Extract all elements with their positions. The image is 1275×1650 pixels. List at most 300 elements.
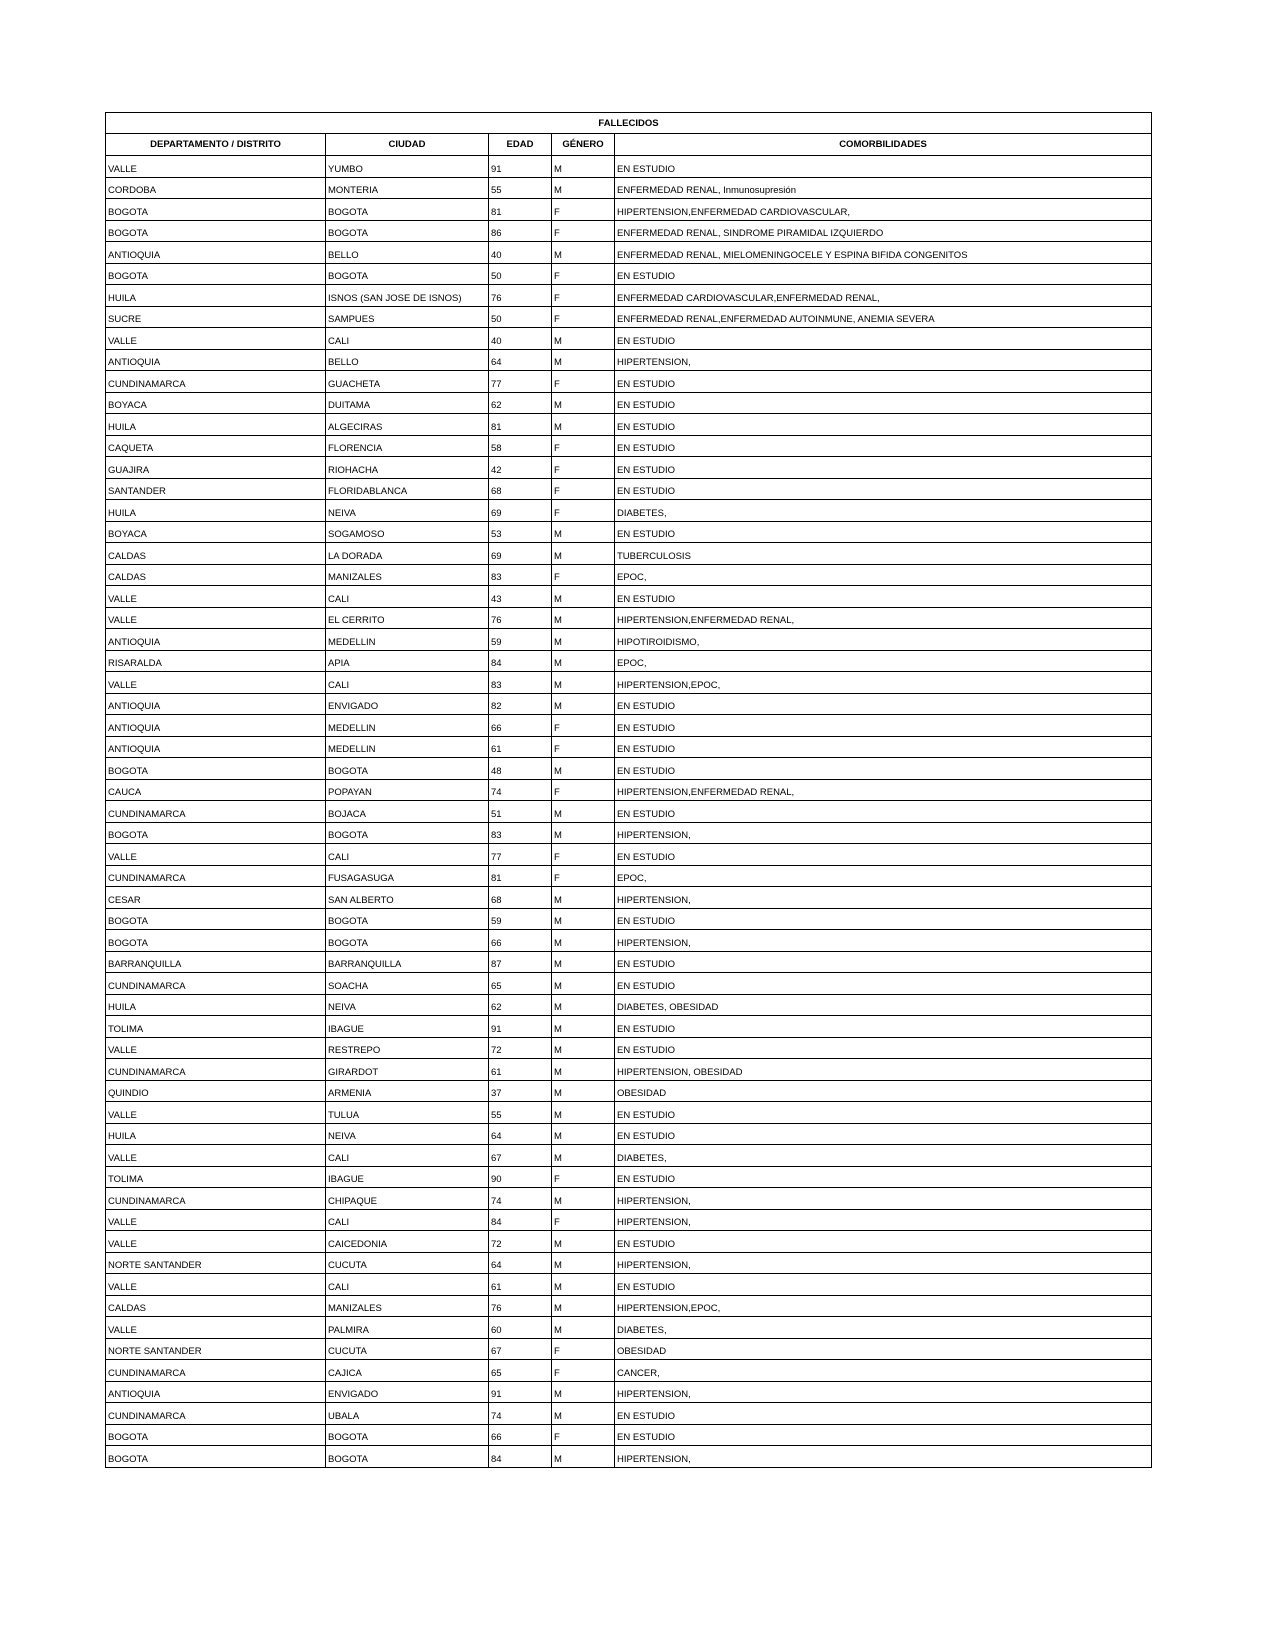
cell-comorbilidades: EN ESTUDIO	[615, 371, 1152, 393]
cell-departamento: SANTANDER	[106, 478, 326, 500]
cell-edad: 76	[489, 607, 552, 629]
table-row	[106, 1123, 1152, 1145]
cell-comorbilidades: EN ESTUDIO	[615, 586, 1152, 608]
table-row	[106, 1252, 1152, 1274]
table-row	[106, 199, 1152, 221]
cell-genero: F	[552, 478, 615, 500]
cell-edad: 86	[489, 220, 552, 242]
cell-departamento: CUNDINAMARCA	[106, 371, 326, 393]
cell-comorbilidades: EN ESTUDIO	[615, 1123, 1152, 1145]
table-row	[106, 1080, 1152, 1102]
cell-departamento: CUNDINAMARCA	[106, 801, 326, 823]
cell-edad: 81	[489, 865, 552, 887]
cell-ciudad: SAN ALBERTO	[326, 887, 489, 909]
table-row	[106, 564, 1152, 586]
table-row	[106, 650, 1152, 672]
cell-comorbilidades: HIPERTENSION,EPOC,	[615, 1295, 1152, 1317]
table-row	[106, 478, 1152, 500]
cell-genero: M	[552, 1274, 615, 1296]
cell-departamento: CALDAS	[106, 564, 326, 586]
table-row	[106, 1317, 1152, 1339]
cell-ciudad: BOGOTA	[326, 1424, 489, 1446]
cell-ciudad: CALI	[326, 672, 489, 694]
cell-ciudad: NEIVA	[326, 994, 489, 1016]
cell-edad: 60	[489, 1317, 552, 1339]
cell-edad: 43	[489, 586, 552, 608]
cell-edad: 59	[489, 629, 552, 651]
cell-ciudad: CALI	[326, 1209, 489, 1231]
cell-edad: 84	[489, 650, 552, 672]
cell-departamento: CUNDINAMARCA	[106, 1059, 326, 1081]
table-row	[106, 1188, 1152, 1210]
cell-comorbilidades: HIPERTENSION,	[615, 1188, 1152, 1210]
cell-comorbilidades: EN ESTUDIO	[615, 328, 1152, 350]
table-row	[106, 306, 1152, 328]
cell-departamento: ANTIOQUIA	[106, 693, 326, 715]
cell-genero: M	[552, 1317, 615, 1339]
cell-ciudad: LA DORADA	[326, 543, 489, 565]
cell-ciudad: BOJACA	[326, 801, 489, 823]
cell-ciudad: FLORIDABLANCA	[326, 478, 489, 500]
cell-comorbilidades: EN ESTUDIO	[615, 156, 1152, 178]
cell-genero: F	[552, 865, 615, 887]
cell-ciudad: BOGOTA	[326, 263, 489, 285]
cell-edad: 66	[489, 715, 552, 737]
cell-departamento: CAQUETA	[106, 435, 326, 457]
cell-ciudad: EL CERRITO	[326, 607, 489, 629]
cell-comorbilidades: EN ESTUDIO	[615, 521, 1152, 543]
cell-departamento: HUILA	[106, 414, 326, 436]
cell-departamento: ANTIOQUIA	[106, 349, 326, 371]
cell-edad: 84	[489, 1446, 552, 1468]
cell-genero: F	[552, 736, 615, 758]
cell-genero: M	[552, 607, 615, 629]
cell-departamento: BOGOTA	[106, 1446, 326, 1468]
table-row	[106, 1403, 1152, 1425]
cell-comorbilidades: EN ESTUDIO	[615, 1231, 1152, 1253]
cell-genero: M	[552, 1381, 615, 1403]
cell-genero: M	[552, 1037, 615, 1059]
cell-genero: M	[552, 951, 615, 973]
cell-ciudad: IBAGUE	[326, 1166, 489, 1188]
cell-departamento: CESAR	[106, 887, 326, 909]
cell-departamento: NORTE SANTANDER	[106, 1338, 326, 1360]
cell-ciudad: UBALA	[326, 1403, 489, 1425]
cell-ciudad: MEDELLIN	[326, 629, 489, 651]
cell-comorbilidades: HIPERTENSION,	[615, 887, 1152, 909]
cell-edad: 65	[489, 1360, 552, 1382]
cell-edad: 69	[489, 500, 552, 522]
cell-departamento: VALLE	[106, 1037, 326, 1059]
table-row	[106, 887, 1152, 909]
cell-departamento: TOLIMA	[106, 1166, 326, 1188]
cell-genero: M	[552, 242, 615, 264]
table-row	[106, 1166, 1152, 1188]
cell-comorbilidades: EN ESTUDIO	[615, 693, 1152, 715]
cell-ciudad: MONTERIA	[326, 177, 489, 199]
table-row	[106, 1274, 1152, 1296]
column-header-genero: GÉNERO	[552, 134, 615, 156]
cell-comorbilidades: EN ESTUDIO	[615, 1403, 1152, 1425]
cell-edad: 76	[489, 1295, 552, 1317]
cell-ciudad: BOGOTA	[326, 220, 489, 242]
cell-ciudad: POPAYAN	[326, 779, 489, 801]
cell-genero: M	[552, 1252, 615, 1274]
cell-comorbilidades: HIPERTENSION,	[615, 822, 1152, 844]
table-row	[106, 1295, 1152, 1317]
cell-departamento: VALLE	[106, 1102, 326, 1124]
cell-departamento: BOGOTA	[106, 220, 326, 242]
cell-genero: M	[552, 1446, 615, 1468]
cell-departamento: CUNDINAMARCA	[106, 973, 326, 995]
cell-genero: M	[552, 156, 615, 178]
cell-edad: 64	[489, 1252, 552, 1274]
cell-genero: M	[552, 994, 615, 1016]
cell-departamento: VALLE	[106, 607, 326, 629]
cell-genero: M	[552, 543, 615, 565]
cell-edad: 48	[489, 758, 552, 780]
cell-departamento: CUNDINAMARCA	[106, 1188, 326, 1210]
table-row	[106, 1360, 1152, 1382]
table-row	[106, 779, 1152, 801]
cell-departamento: VALLE	[106, 156, 326, 178]
cell-comorbilidades: EN ESTUDIO	[615, 801, 1152, 823]
cell-edad: 61	[489, 736, 552, 758]
cell-genero: F	[552, 263, 615, 285]
cell-genero: M	[552, 349, 615, 371]
cell-departamento: HUILA	[106, 285, 326, 307]
cell-comorbilidades: HIPERTENSION,ENFERMEDAD RENAL,	[615, 779, 1152, 801]
cell-edad: 76	[489, 285, 552, 307]
cell-genero: F	[552, 306, 615, 328]
cell-genero: M	[552, 822, 615, 844]
cell-comorbilidades: HIPERTENSION,ENFERMEDAD RENAL,	[615, 607, 1152, 629]
cell-genero: F	[552, 457, 615, 479]
cell-departamento: CUNDINAMARCA	[106, 1360, 326, 1382]
cell-genero: M	[552, 1102, 615, 1124]
cell-departamento: BARRANQUILLA	[106, 951, 326, 973]
cell-departamento: CAUCA	[106, 779, 326, 801]
cell-ciudad: BELLO	[326, 242, 489, 264]
cell-edad: 91	[489, 1381, 552, 1403]
column-header-comorbilidades: COMORBILIDADES	[615, 134, 1152, 156]
cell-ciudad: CALI	[326, 1274, 489, 1296]
cell-comorbilidades: ENFERMEDAD CARDIOVASCULAR,ENFERMEDAD RENAL,	[615, 285, 1152, 307]
cell-edad: 42	[489, 457, 552, 479]
cell-genero: M	[552, 177, 615, 199]
cell-ciudad: ENVIGADO	[326, 693, 489, 715]
cell-edad: 64	[489, 349, 552, 371]
cell-ciudad: TULUA	[326, 1102, 489, 1124]
cell-departamento: VALLE	[106, 672, 326, 694]
cell-departamento: HUILA	[106, 500, 326, 522]
cell-departamento: BOYACA	[106, 392, 326, 414]
cell-ciudad: CHIPAQUE	[326, 1188, 489, 1210]
cell-comorbilidades: DIABETES,	[615, 1145, 1152, 1167]
table-row	[106, 1338, 1152, 1360]
cell-comorbilidades: HIPERTENSION, OBESIDAD	[615, 1059, 1152, 1081]
cell-genero: F	[552, 1166, 615, 1188]
cell-comorbilidades: EN ESTUDIO	[615, 414, 1152, 436]
cell-edad: 50	[489, 306, 552, 328]
cell-edad: 62	[489, 994, 552, 1016]
cell-genero: F	[552, 285, 615, 307]
cell-departamento: BOGOTA	[106, 908, 326, 930]
cell-comorbilidades: EPOC,	[615, 865, 1152, 887]
table-row	[106, 1102, 1152, 1124]
table-body	[106, 156, 1152, 1468]
table-row	[106, 1037, 1152, 1059]
cell-departamento: VALLE	[106, 1274, 326, 1296]
cell-departamento: TOLIMA	[106, 1016, 326, 1038]
cell-comorbilidades: HIPERTENSION,ENFERMEDAD CARDIOVASCULAR,	[615, 199, 1152, 221]
cell-comorbilidades: TUBERCULOSIS	[615, 543, 1152, 565]
cell-genero: M	[552, 1059, 615, 1081]
cell-departamento: ANTIOQUIA	[106, 629, 326, 651]
table-row	[106, 457, 1152, 479]
cell-genero: M	[552, 586, 615, 608]
table-row	[106, 908, 1152, 930]
cell-comorbilidades: EN ESTUDIO	[615, 1016, 1152, 1038]
cell-edad: 90	[489, 1166, 552, 1188]
cell-departamento: BOGOTA	[106, 263, 326, 285]
cell-departamento: VALLE	[106, 1209, 326, 1231]
cell-genero: F	[552, 1209, 615, 1231]
cell-ciudad: CALI	[326, 586, 489, 608]
cell-genero: F	[552, 1424, 615, 1446]
cell-genero: M	[552, 629, 615, 651]
column-header-ciudad: CIUDAD	[326, 134, 489, 156]
table-row	[106, 263, 1152, 285]
cell-edad: 91	[489, 1016, 552, 1038]
cell-departamento: SUCRE	[106, 306, 326, 328]
cell-comorbilidades: EN ESTUDIO	[615, 758, 1152, 780]
cell-edad: 77	[489, 371, 552, 393]
cell-genero: M	[552, 1295, 615, 1317]
cell-departamento: HUILA	[106, 994, 326, 1016]
cell-departamento: VALLE	[106, 1145, 326, 1167]
cell-comorbilidades: HIPERTENSION,EPOC,	[615, 672, 1152, 694]
cell-edad: 68	[489, 887, 552, 909]
cell-ciudad: CAJICA	[326, 1360, 489, 1382]
table-row	[106, 1231, 1152, 1253]
cell-comorbilidades: HIPERTENSION,	[615, 1381, 1152, 1403]
cell-edad: 53	[489, 521, 552, 543]
cell-comorbilidades: HIPERTENSION,	[615, 349, 1152, 371]
table-row	[106, 693, 1152, 715]
table-row	[106, 629, 1152, 651]
cell-departamento: NORTE SANTANDER	[106, 1252, 326, 1274]
cell-ciudad: BELLO	[326, 349, 489, 371]
cell-genero: F	[552, 199, 615, 221]
cell-genero: M	[552, 1145, 615, 1167]
cell-ciudad: ALGECIRAS	[326, 414, 489, 436]
header-row	[106, 134, 1152, 156]
table-row	[106, 1424, 1152, 1446]
cell-ciudad: BOGOTA	[326, 930, 489, 952]
cell-departamento: CALDAS	[106, 543, 326, 565]
cell-edad: 81	[489, 199, 552, 221]
cell-ciudad: FLORENCIA	[326, 435, 489, 457]
cell-edad: 74	[489, 1188, 552, 1210]
cell-comorbilidades: EN ESTUDIO	[615, 435, 1152, 457]
cell-edad: 61	[489, 1274, 552, 1296]
table-row	[106, 500, 1152, 522]
cell-ciudad: SAMPUES	[326, 306, 489, 328]
cell-comorbilidades: EN ESTUDIO	[615, 1166, 1152, 1188]
cell-comorbilidades: ENFERMEDAD RENAL, MIELOMENINGOCELE Y ESPINA BIFIDA CONGENITOS	[615, 242, 1152, 264]
table-row	[106, 242, 1152, 264]
cell-comorbilidades: HIPERTENSION,	[615, 1446, 1152, 1468]
cell-ciudad: APIA	[326, 650, 489, 672]
cell-ciudad: RESTREPO	[326, 1037, 489, 1059]
cell-ciudad: MEDELLIN	[326, 715, 489, 737]
cell-comorbilidades: EN ESTUDIO	[615, 973, 1152, 995]
cell-departamento: VALLE	[106, 328, 326, 350]
cell-comorbilidades: EN ESTUDIO	[615, 715, 1152, 737]
cell-comorbilidades: HIPERTENSION,	[615, 930, 1152, 952]
cell-comorbilidades: EN ESTUDIO	[615, 478, 1152, 500]
cell-comorbilidades: EN ESTUDIO	[615, 908, 1152, 930]
cell-ciudad: MANIZALES	[326, 1295, 489, 1317]
cell-comorbilidades: OBESIDAD	[615, 1080, 1152, 1102]
table-row	[106, 156, 1152, 178]
cell-ciudad: CAICEDONIA	[326, 1231, 489, 1253]
cell-edad: 84	[489, 1209, 552, 1231]
cell-genero: F	[552, 564, 615, 586]
table-row	[106, 392, 1152, 414]
cell-genero: F	[552, 435, 615, 457]
cell-edad: 40	[489, 328, 552, 350]
table-row	[106, 586, 1152, 608]
table-row	[106, 844, 1152, 866]
cell-ciudad: ARMENIA	[326, 1080, 489, 1102]
cell-ciudad: SOACHA	[326, 973, 489, 995]
cell-genero: M	[552, 908, 615, 930]
cell-comorbilidades: DIABETES,	[615, 1317, 1152, 1339]
cell-comorbilidades: HIPERTENSION,	[615, 1209, 1152, 1231]
column-header-departamento: DEPARTAMENTO / DISTRITO	[106, 134, 326, 156]
cell-comorbilidades: CANCER,	[615, 1360, 1152, 1382]
cell-genero: M	[552, 801, 615, 823]
cell-comorbilidades: ENFERMEDAD RENAL, Inmunosupresión	[615, 177, 1152, 199]
cell-comorbilidades: EN ESTUDIO	[615, 457, 1152, 479]
cell-departamento: QUINDIO	[106, 1080, 326, 1102]
table-row	[106, 521, 1152, 543]
cell-ciudad: BARRANQUILLA	[326, 951, 489, 973]
cell-departamento: VALLE	[106, 1231, 326, 1253]
cell-edad: 65	[489, 973, 552, 995]
cell-ciudad: CALI	[326, 844, 489, 866]
cell-ciudad: YUMBO	[326, 156, 489, 178]
table-row	[106, 220, 1152, 242]
table-row	[106, 414, 1152, 436]
table-row	[106, 177, 1152, 199]
cell-departamento: BOGOTA	[106, 199, 326, 221]
cell-edad: 72	[489, 1231, 552, 1253]
cell-departamento: BOGOTA	[106, 758, 326, 780]
cell-edad: 67	[489, 1338, 552, 1360]
cell-genero: M	[552, 672, 615, 694]
cell-comorbilidades: EN ESTUDIO	[615, 951, 1152, 973]
table-row	[106, 715, 1152, 737]
cell-edad: 40	[489, 242, 552, 264]
cell-ciudad: MANIZALES	[326, 564, 489, 586]
cell-genero: F	[552, 220, 615, 242]
cell-genero: F	[552, 500, 615, 522]
cell-edad: 81	[489, 414, 552, 436]
table-row	[106, 543, 1152, 565]
cell-ciudad: ENVIGADO	[326, 1381, 489, 1403]
table-title: FALLECIDOS	[106, 113, 1152, 134]
cell-genero: M	[552, 1016, 615, 1038]
cell-genero: M	[552, 1231, 615, 1253]
fallecidos-sheet	[105, 112, 1151, 1468]
cell-comorbilidades: EN ESTUDIO	[615, 736, 1152, 758]
cell-edad: 77	[489, 844, 552, 866]
cell-genero: M	[552, 414, 615, 436]
cell-ciudad: IBAGUE	[326, 1016, 489, 1038]
cell-edad: 62	[489, 392, 552, 414]
cell-comorbilidades: EPOC,	[615, 564, 1152, 586]
cell-genero: M	[552, 930, 615, 952]
cell-edad: 74	[489, 779, 552, 801]
cell-comorbilidades: EN ESTUDIO	[615, 1274, 1152, 1296]
cell-departamento: ANTIOQUIA	[106, 242, 326, 264]
cell-ciudad: DUITAMA	[326, 392, 489, 414]
cell-edad: 82	[489, 693, 552, 715]
table-row	[106, 801, 1152, 823]
cell-edad: 66	[489, 930, 552, 952]
cell-edad: 37	[489, 1080, 552, 1102]
cell-departamento: HUILA	[106, 1123, 326, 1145]
cell-departamento: VALLE	[106, 586, 326, 608]
cell-departamento: CORDOBA	[106, 177, 326, 199]
table-row	[106, 607, 1152, 629]
table-row	[106, 371, 1152, 393]
table-row	[106, 435, 1152, 457]
table-row	[106, 930, 1152, 952]
cell-genero: F	[552, 1338, 615, 1360]
cell-departamento: ANTIOQUIA	[106, 1381, 326, 1403]
table-row	[106, 1016, 1152, 1038]
cell-edad: 66	[489, 1424, 552, 1446]
cell-ciudad: BOGOTA	[326, 199, 489, 221]
table-row	[106, 1446, 1152, 1468]
cell-genero: M	[552, 1403, 615, 1425]
cell-edad: 87	[489, 951, 552, 973]
cell-ciudad: CUCUTA	[326, 1338, 489, 1360]
cell-comorbilidades: EN ESTUDIO	[615, 263, 1152, 285]
cell-edad: 83	[489, 672, 552, 694]
cell-edad: 51	[489, 801, 552, 823]
cell-ciudad: SOGAMOSO	[326, 521, 489, 543]
cell-edad: 68	[489, 478, 552, 500]
cell-ciudad: BOGOTA	[326, 908, 489, 930]
cell-departamento: ANTIOQUIA	[106, 715, 326, 737]
cell-comorbilidades: EN ESTUDIO	[615, 1424, 1152, 1446]
table-row	[106, 973, 1152, 995]
cell-departamento: VALLE	[106, 844, 326, 866]
cell-comorbilidades: EN ESTUDIO	[615, 392, 1152, 414]
cell-genero: M	[552, 328, 615, 350]
cell-departamento: BOGOTA	[106, 930, 326, 952]
table-row	[106, 865, 1152, 887]
table-row	[106, 349, 1152, 371]
cell-comorbilidades: EN ESTUDIO	[615, 844, 1152, 866]
cell-edad: 59	[489, 908, 552, 930]
cell-comorbilidades: HIPOTIROIDISMO,	[615, 629, 1152, 651]
